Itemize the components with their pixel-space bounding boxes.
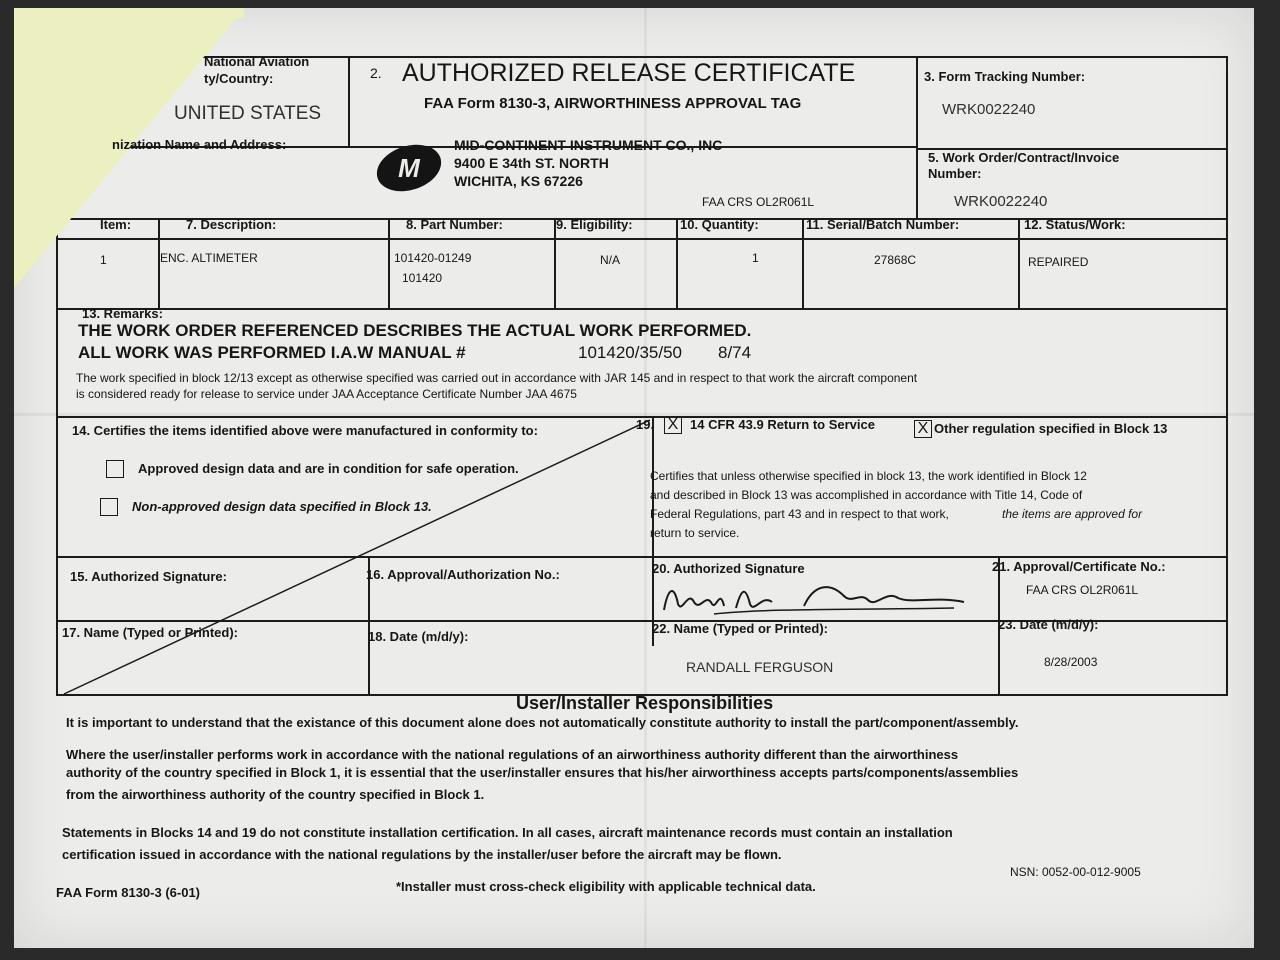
block21-label: 21. Approval/Certificate No.: xyxy=(992,559,1166,574)
tracking-number: WRK0022240 xyxy=(942,101,1036,118)
block5-label: 5. Work Order/Contract/Invoice Number: xyxy=(928,150,1120,181)
block17-label: 17. Name (Typed or Printed): xyxy=(62,625,239,640)
block22-label: 22. Name (Typed or Printed): xyxy=(652,621,829,636)
row-serial: 27868C xyxy=(874,253,917,267)
row-status: REPAIRED xyxy=(1028,255,1089,269)
non-approved-design-label: Non-approved design data specified in Block 13. xyxy=(132,499,432,514)
form-subtitle: FAA Form 8130-3, AIRWORTHINESS APPROVAL TAG xyxy=(424,95,802,112)
diagonal-strike-line xyxy=(58,416,654,698)
header-quantity: 10. Quantity: xyxy=(680,217,759,232)
remarks-rev: 8/74 xyxy=(718,343,752,362)
approved-design-checkbox[interactable] xyxy=(106,460,124,478)
block14-label: 14. Certifies the items identified above were manufactured in conformity to: xyxy=(72,423,538,438)
block3-label: 3. Form Tracking Number: xyxy=(924,69,1086,84)
other-regulation-checkbox[interactable]: X xyxy=(914,420,932,438)
company-logo-icon xyxy=(374,144,444,192)
block19-text1: Certifies that unless otherwise specified in block 13, the work identified in Block 12 xyxy=(650,469,1087,483)
remarks-label: 13. Remarks: xyxy=(82,306,163,321)
block19-text3: Federal Regulations, part 43 and in respect to that work, xyxy=(650,507,949,521)
header-item: Item: xyxy=(100,217,132,232)
work-order-number: WRK0022240 xyxy=(954,193,1048,210)
org-city: WICHITA, KS 67226 xyxy=(454,173,583,189)
header-eligibility: 9. Eligibility: xyxy=(556,217,633,232)
return-to-service-checkbox[interactable]: X xyxy=(664,416,682,434)
row-item: 1 xyxy=(100,253,107,267)
non-approved-design-checkbox[interactable] xyxy=(100,498,118,516)
block19-number: 19. xyxy=(636,417,655,432)
remarks-text1: The work specified in block 12/13 except as otherwise specified was carried out in accordance with JAR 145 and in respect to that work the aircraft component xyxy=(76,371,918,385)
block18-label: 18. Date (m/d/y): xyxy=(368,629,469,644)
nsn-number: NSN: 0052-00-012-9005 xyxy=(1010,865,1141,879)
authorized-signature xyxy=(654,574,974,620)
responsibilities-title: User/Installer Responsibilities xyxy=(516,693,774,713)
responsibilities-p2a: Where the user/installer performs work in accordance with the national regulations of an airworthiness authority different than the airworthiness xyxy=(66,747,959,762)
responsibilities-p3b: certification issued in accordance with the national regulations by the installer/user before the aircraft may be flown. xyxy=(62,847,782,862)
remarks-line1: THE WORK ORDER REFERENCED DESCRIBES THE ACTUAL WORK PERFORMED. xyxy=(78,321,752,340)
signer-name: RANDALL FERGUSON xyxy=(686,659,834,675)
approval-certificate-number: FAA CRS OL2R061L xyxy=(1026,583,1139,597)
block20-label: 20. Authorized Signature xyxy=(652,561,805,576)
country-value: UNITED STATES xyxy=(174,103,322,124)
block19-text2: and described in Block 13 was accomplished in accordance with Title 14, Code of xyxy=(650,488,1083,502)
row-eligibility: N/A xyxy=(600,253,621,267)
block23-label: 23. Date (m/d/y): xyxy=(998,617,1099,632)
row-part-number-alt: 101420 xyxy=(402,271,443,285)
header-part-number: 8. Part Number: xyxy=(406,217,503,232)
org-street: 9400 E 34th ST. NORTH xyxy=(454,155,609,171)
row-description: ENC. ALTIMETER xyxy=(160,251,258,265)
svg-text:M: M xyxy=(398,153,420,183)
block15-label: 15. Authorized Signature: xyxy=(70,569,227,584)
org-name: MID-CONTINENT INSTRUMENT CO., INC xyxy=(454,137,723,153)
header-status: 12. Status/Work: xyxy=(1024,217,1126,232)
row-part-number: 101420-01249 xyxy=(394,251,472,265)
block19-text3b: the items are approved for xyxy=(1002,507,1143,521)
responsibilities-p2b: authority of the country specified in Block 1, it is essential that the user/installer ensures that his/her airworthiness accepts parts/components/assemblies xyxy=(66,765,1019,780)
block2-number: 2. xyxy=(370,65,382,81)
return-to-service-label: 14 CFR 43.9 Return to Service xyxy=(690,417,875,432)
block19-text4: return to service. xyxy=(650,526,740,540)
form-title: AUTHORIZED RELEASE CERTIFICATE xyxy=(402,59,856,87)
eligibility-note: *Installer must cross-check eligibility with applicable technical data. xyxy=(396,879,816,894)
block1-label: National Aviation ty/Country: xyxy=(204,54,310,86)
block4-label: nization Name and Address: xyxy=(112,137,287,152)
other-regulation-label: Other regulation specified in Block 13 xyxy=(934,421,1168,436)
remarks-text2: is considered ready for release to service under JAA Acceptance Certificate Number JAA 4675 xyxy=(76,387,577,401)
certificate-paper xyxy=(14,8,1254,948)
responsibilities-p2c: from the airworthiness authority of the country specified in Block 1. xyxy=(66,787,485,802)
header-description: 7. Description: xyxy=(186,217,277,232)
block16-label: 16. Approval/Authorization No.: xyxy=(366,567,560,582)
org-crs: FAA CRS OL2R061L xyxy=(702,195,815,209)
approved-design-label: Approved design data and are in condition for safe operation. xyxy=(138,461,519,476)
responsibilities-p3a: Statements in Blocks 14 and 19 do not constitute installation certification. In all cases, aircraft maintenance records must contain an installation xyxy=(62,825,953,840)
remarks-manual: 101420/35/50 xyxy=(578,343,682,362)
remarks-line2: ALL WORK WAS PERFORMED I.A.W MANUAL # xyxy=(78,343,466,362)
signature-date: 8/28/2003 xyxy=(1044,655,1098,669)
form-number: FAA Form 8130-3 (6-01) xyxy=(56,885,201,900)
row-quantity: 1 xyxy=(752,251,759,265)
header-serial: 11. Serial/Batch Number: xyxy=(806,217,960,232)
responsibilities-p1: It is important to understand that the existance of this document alone does not automatically constitute authority to install the part/component/assembly. xyxy=(66,715,1019,730)
